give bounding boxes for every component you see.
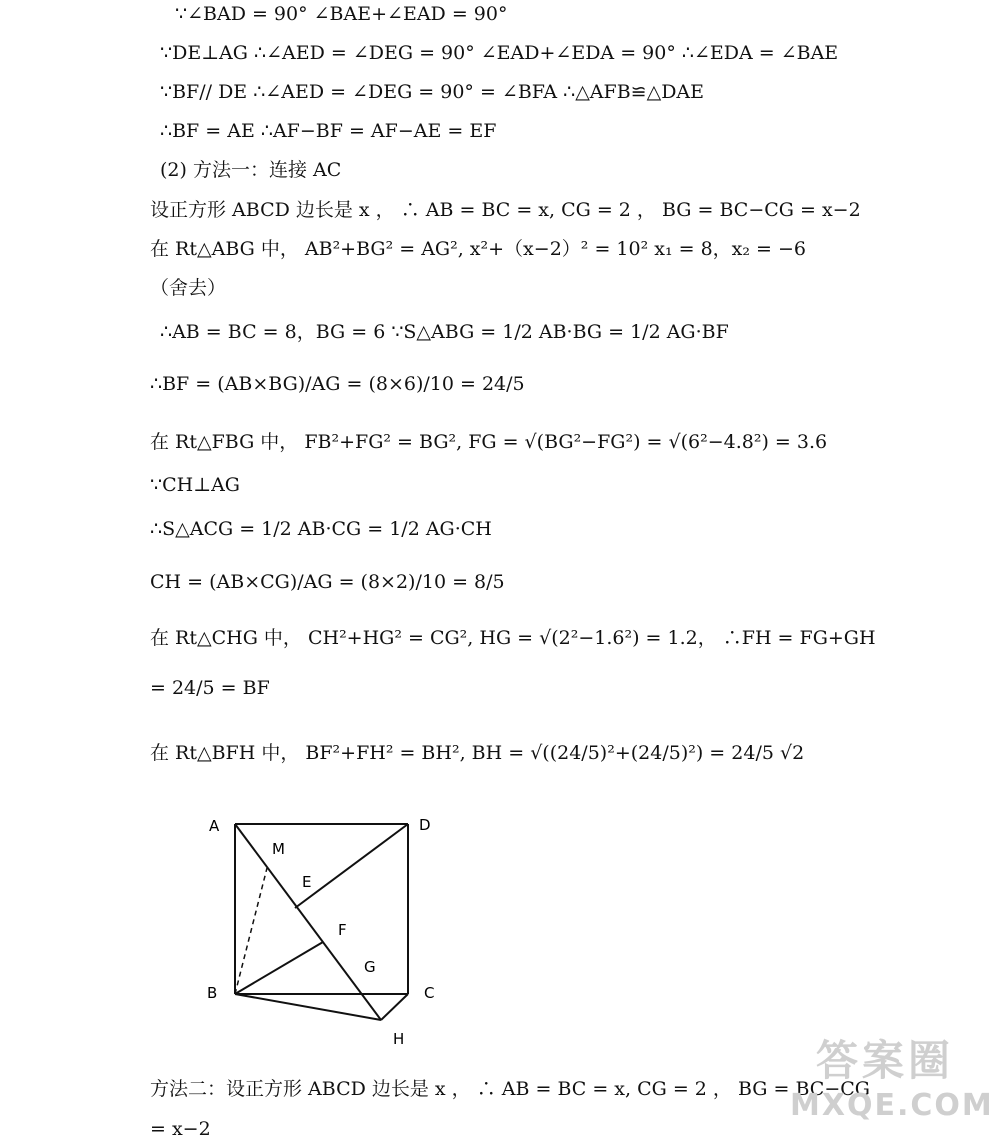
proof-line-6: 设正方形 ABCD 边长是 x ， ∴ AB = BC = x, CG = 2 ， BG = BC−CG = x−2 — [150, 199, 861, 221]
label-d: D — [419, 816, 431, 834]
label-g: G — [364, 958, 376, 976]
proof-line-12: ∵CH⊥AG — [150, 474, 240, 496]
watermark — [790, 1028, 994, 1138]
segment-bm-dashed — [235, 868, 267, 994]
proof-line-2: ∵DE⊥AG ∴∠AED = ∠DEG = 90° ∠EAD+∠EDA = 90° ∴∠EDA = ∠BAE — [160, 42, 839, 64]
geometry-diagram — [195, 810, 435, 1050]
label-h: H — [393, 1030, 405, 1048]
proof-line-15: 在 Rt△CHG 中， CH²+HG² = CG², HG = √(2²−1.6²) = 1.2， ∴FH = FG+GH — [150, 627, 876, 649]
proof-line-16: = 24/5 = BF — [150, 677, 270, 699]
segment-ah — [235, 824, 381, 1020]
label-m: M — [272, 840, 285, 858]
proof-line-7: 在 Rt△ABG 中， AB²+BG² = AG², x²+（x−2）² = 10² x₁ = 8，x₂ = −6 — [150, 238, 806, 260]
label-c: C — [424, 984, 435, 1002]
segment-de — [295, 824, 408, 908]
label-b: B — [207, 984, 218, 1002]
segment-bf — [235, 942, 323, 994]
method-one-heading: (2) 方法一：连接 AC — [160, 159, 342, 181]
segment-ch — [381, 994, 408, 1020]
proof-line-4: ∴BF = AE ∴AF−BF = AF−AE = EF — [160, 120, 497, 142]
method-two-continuation: = x−2 — [150, 1118, 211, 1140]
proof-line-1: ∵∠BAD = 90° ∠BAE+∠EAD = 90° — [175, 3, 508, 25]
method-two-line: 方法二：设正方形 ABCD 边长是 x ， ∴ AB = BC = x, CG = 2 ， BG = BC−CG — [150, 1078, 870, 1100]
proof-line-8: （舍去） — [150, 277, 227, 299]
watermark-top: 答案圈 — [815, 1036, 954, 1085]
proof-line-11: 在 Rt△FBG 中， FB²+FG² = BG², FG = √(BG²−FG²) = √(6²−4.8²) = 3.6 — [150, 431, 828, 453]
watermark-bottom: MXQE.COM — [790, 1088, 994, 1123]
proof-line-14: CH = (AB×CG)/AG = (8×2)/10 = 8/5 — [150, 571, 505, 593]
proof-line-10: ∴BF = (AB×BG)/AG = (8×6)/10 = 24/5 — [150, 373, 525, 395]
segment-bh — [235, 994, 381, 1020]
label-a: A — [209, 817, 220, 835]
proof-line-17: 在 Rt△BFH 中， BF²+FH² = BH², BH = √((24/5)²+(24/5)²) = 24/5 √2 — [150, 742, 805, 764]
proof-line-9: ∴AB = BC = 8，BG = 6 ∵S△ABG = 1/2 AB·BG = 1/2 AG·BF — [160, 321, 729, 343]
proof-line-3: ∵BF// DE ∴∠AED = ∠DEG = 90° = ∠BFA ∴△AFB≌△DAE — [160, 81, 705, 103]
label-f: F — [338, 921, 347, 939]
label-e: E — [302, 873, 312, 891]
proof-line-13: ∴S△ACG = 1/2 AB·CG = 1/2 AG·CH — [150, 518, 492, 540]
